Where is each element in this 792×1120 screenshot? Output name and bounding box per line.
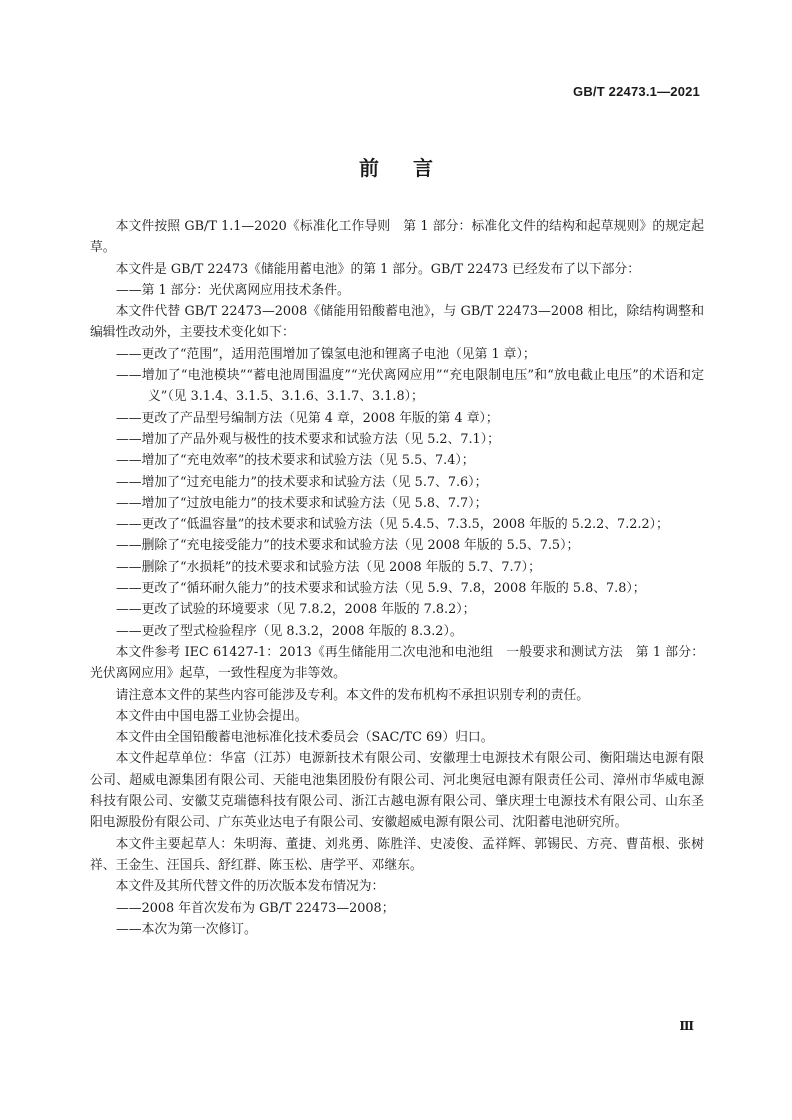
- list-item: ——第 1 部分：光伏离网应用技术条件。: [116, 282, 350, 298]
- list-item: ——增加了“过放电能力”的技术要求和试验方法（见 5.8、7.7）；: [116, 495, 488, 511]
- list-item: ——增加了“充电效率”的技术要求和试验方法（见 5.5、7.4）；: [116, 453, 475, 469]
- list-item: ——删除了“充电接受能力”的技术要求和试验方法（见 2008 年版的 5.5、7.5）；: [116, 538, 580, 554]
- list-item: ——更改了试验的环境要求（见 7.8.2，2008 年版的 7.8.2）；: [116, 602, 476, 618]
- list-item: ——增加了“电池模块”“蓄电池周围温度”“光伏离网应用”“充电限制电压”和“放电截止电压”的术语和定义”（见 3.1.4、3.1.5、3.1.6、3.1.7、3.1.8）；: [116, 368, 704, 405]
- page-title: 前言: [359, 156, 467, 180]
- standard-number: GB/T 22473.1—2021: [573, 84, 700, 99]
- list-item: ——更改了“低温容量”的技术要求和试验方法（见 5.4.5、7.3.5，2008 年版的 5.2.2、7.2.2）；: [116, 517, 669, 533]
- list-item: ——2008 年首次发布为 GB/T 22473—2008；: [116, 900, 395, 916]
- paragraph: 本文件及其所代替文件的历次版本发布情况为：: [115, 879, 385, 895]
- paragraph: 本文件参考 IEC 61427-1：2013《再生储能用二次电池和电池组 一般要求和测试方法 第 1 部分：光伏离网应用》起草，一致性程度为非等效。: [90, 644, 704, 682]
- paragraph: 本文件由中国电器工业协会提出。: [115, 708, 308, 724]
- list-item: ——更改了“循环耐久能力”的技术要求和试验方法（见 5.9、7.8，2008 年版的 5.8、7.8）；: [116, 581, 646, 597]
- paragraph: 本文件由全国铅酸蓄电池标准化技术委员会（SAC/TC 69）归口。: [115, 730, 494, 746]
- paragraph: 本文件主要起草人：朱明海、董捷、刘兆勇、陈胜洋、史凌俊、孟祥辉、郭锡民、方亮、曹苗根、张树祥、王金生、汪国兵、舒红群、陈玉松、唐学平、邓继东。: [90, 836, 704, 873]
- list-item: ——更改了产品型号编制方法（见第 4 章，2008 年版的第 4 章）；: [116, 410, 499, 426]
- list-item: ——本次为第一次修订。: [116, 921, 257, 937]
- page-number: Ⅲ: [679, 1019, 694, 1033]
- list-item: ——更改了“范围”，适用范围增加了镍氢电池和锂离子电池（见第 1 章）；: [116, 346, 536, 362]
- list-item: ——增加了“过充电能力”的技术要求和试验方法（见 5.7、7.6）；: [116, 474, 488, 490]
- paragraph: 本文件起草单位：华富（江苏）电源新技术有限公司、安徽理士电源技术有限公司、衡阳瑞达电源有限公司、超威电源集团有限公司、天能电池集团股份有限公司、河北奥冠电源有限责任公司、漳州市华威电源科技有限公司、安徽艾克瑞德科技有限公司、浙江古越电源有限公司、肇庆理士电源技术有限公司、山东圣阳电源股份有限公司、广东英业达电子有限公司、安徽超威电源有限公司、沈阳蓄电池研究所。: [90, 751, 704, 831]
- list-item: ——删除了“水损耗”的技术要求和试验方法（见 2008 年版的 5.7、7.7）；: [116, 559, 541, 575]
- document-body: [90, 216, 704, 940]
- list-item: ——更改了型式检验程序（见 8.3.2，2008 年版的 8.3.2）。: [116, 623, 463, 639]
- list-item: ——增加了产品外观与极性的技术要求和试验方法（见 5.2、7.1）；: [116, 431, 500, 447]
- paragraph: 本文件按照 GB/T 1.1—2020《标准化工作导则 第 1 部分：标准化文件的结构和起草规则》的规定起草。: [90, 219, 704, 256]
- paragraph: 本文件是 GB/T 22473《储能用蓄电池》的第 1 部分。GB/T 22473 已经发布了以下部分：: [115, 261, 641, 277]
- paragraph: 请注意本文件的某些内容可能涉及专利。本文件的发布机构不承担识别专利的责任。: [115, 687, 590, 703]
- paragraph: 本文件代替 GB/T 22473—2008《储能用铅酸蓄电池》，与 GB/T 22473—2008 相比，除结构调整和编辑性改动外，主要技术变化如下：: [90, 304, 704, 341]
